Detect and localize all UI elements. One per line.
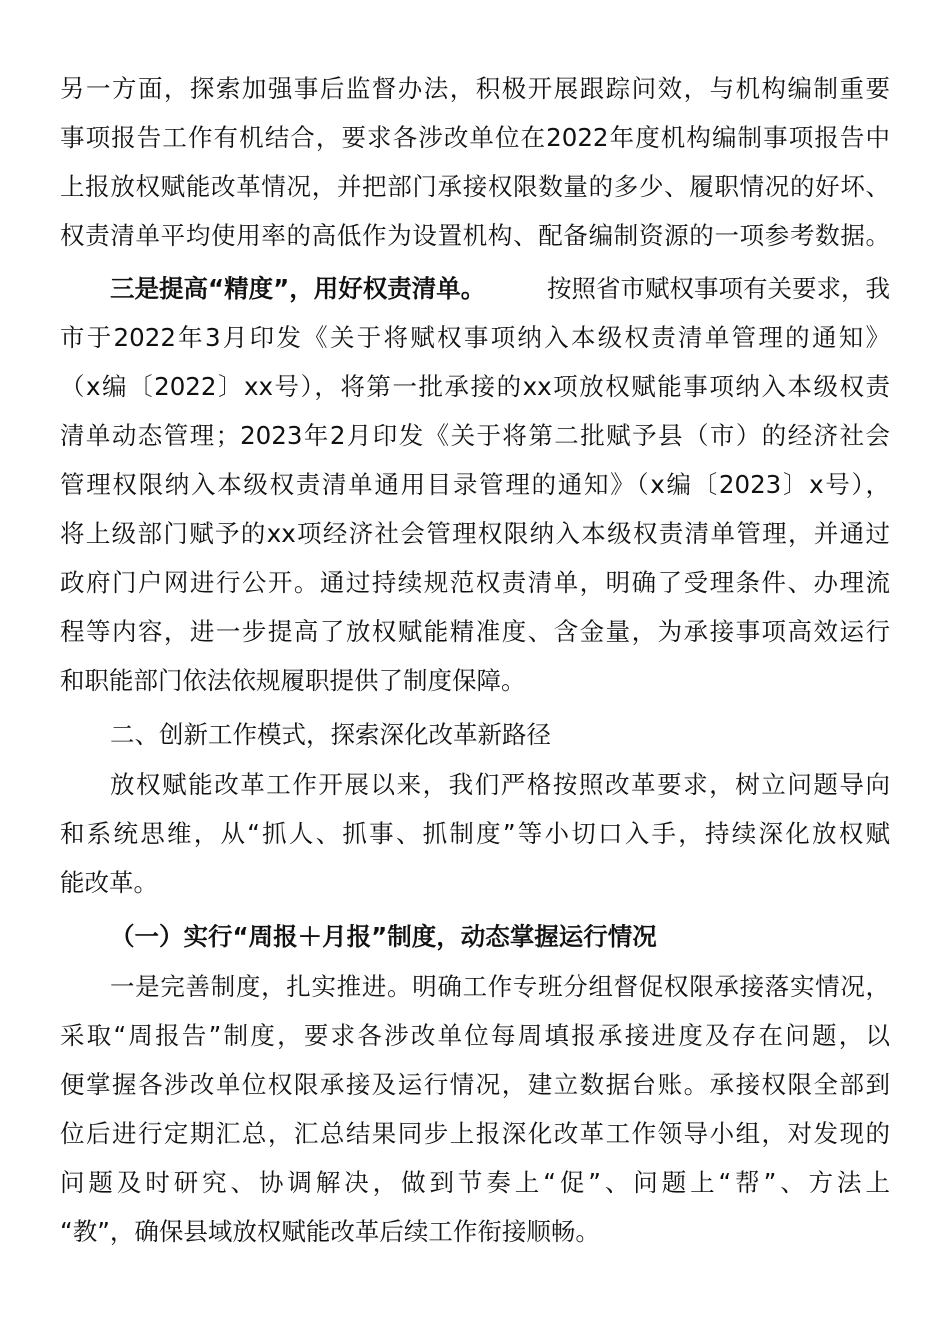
paragraph-line: 将上级部门赋予的xx项经济社会管理权限纳入本级权责清单管理，并通过 [60, 519, 890, 548]
paragraph-heading: 三是提高“精度”，用好权责清单。 [110, 274, 486, 303]
paragraph-line: 一是完善制度，扎实推进。明确工作专班分组督促权限承接落实情况， [110, 972, 890, 1001]
paragraph-line: 权责清单平均使用率的高低作为设置机构、配备编制资源的一项参考数据。 [60, 221, 890, 250]
paragraph-line: 和系统思维，从“抓人、抓事、抓制度”等小切口入手，持续深化放权赋 [60, 819, 890, 848]
paragraph-line: 位后进行定期汇总，汇总结果同步上报深化改革工作领导小组，对发现的 [60, 1119, 890, 1148]
paragraph-line: 管理权限纳入本级权责清单通用目录管理的通知》（x编〔2023〕x号）， [60, 470, 890, 499]
paragraph-line: 事项报告工作有机结合，要求各涉改单位在2022年度机构编制事项报告中 [60, 123, 890, 152]
subsection-heading: （一）实行“周报＋月报”制度，动态掌握运行情况 [110, 922, 657, 951]
paragraph-line: （x编〔2022〕xx号），将第一批承接的xx项放权赋能事项纳入本级权责 [60, 372, 890, 401]
paragraph-line: 政府门户网进行公开。通过持续规范权责清单，明确了受理条件、办理流 [60, 568, 890, 597]
paragraph-text: 按照省市赋权事项有关要求，我 [547, 274, 890, 303]
paragraph-line: 上报放权赋能改革情况，并把部门承接权限数量的多少、履职情况的好坏、 [60, 172, 890, 201]
paragraph-line: 采取“周报告”制度，要求各涉改单位每周填报承接进度及存在问题，以 [60, 1021, 890, 1050]
section-heading: 二、创新工作模式，探索深化改革新路径 [110, 720, 551, 749]
paragraph-line: 另一方面，探索加强事后监督办法，积极开展跟踪问效，与机构编制重要 [60, 74, 890, 103]
paragraph-line: 放权赋能改革工作开展以来，我们严格按照改革要求，树立问题导向 [110, 770, 890, 799]
paragraph-line: 和职能部门依法依规履职提供了制度保障。 [60, 666, 526, 695]
paragraph-line: 清单动态管理；2023年2月印发《关于将第二批赋予县（市）的经济社会 [60, 421, 890, 450]
paragraph-line: 问题及时研究、协调解决，做到节奏上“促”、问题上“帮”、方法上 [60, 1168, 890, 1197]
paragraph-line: 便掌握各涉改单位权限承接及运行情况，建立数据台账。承接权限全部到 [60, 1070, 890, 1099]
paragraph-first-line [110, 264, 890, 313]
paragraph-line: 程等内容，进一步提高了放权赋能精准度、含金量，为承接事项高效运行 [60, 617, 890, 646]
paragraph-line: 市于2022年3月印发《关于将赋权事项纳入本级权责清单管理的通知》 [60, 323, 890, 352]
paragraph-line: 能改革。 [60, 868, 158, 897]
paragraph-line: “教”，确保县域放权赋能改革后续工作衔接顺畅。 [60, 1217, 600, 1246]
